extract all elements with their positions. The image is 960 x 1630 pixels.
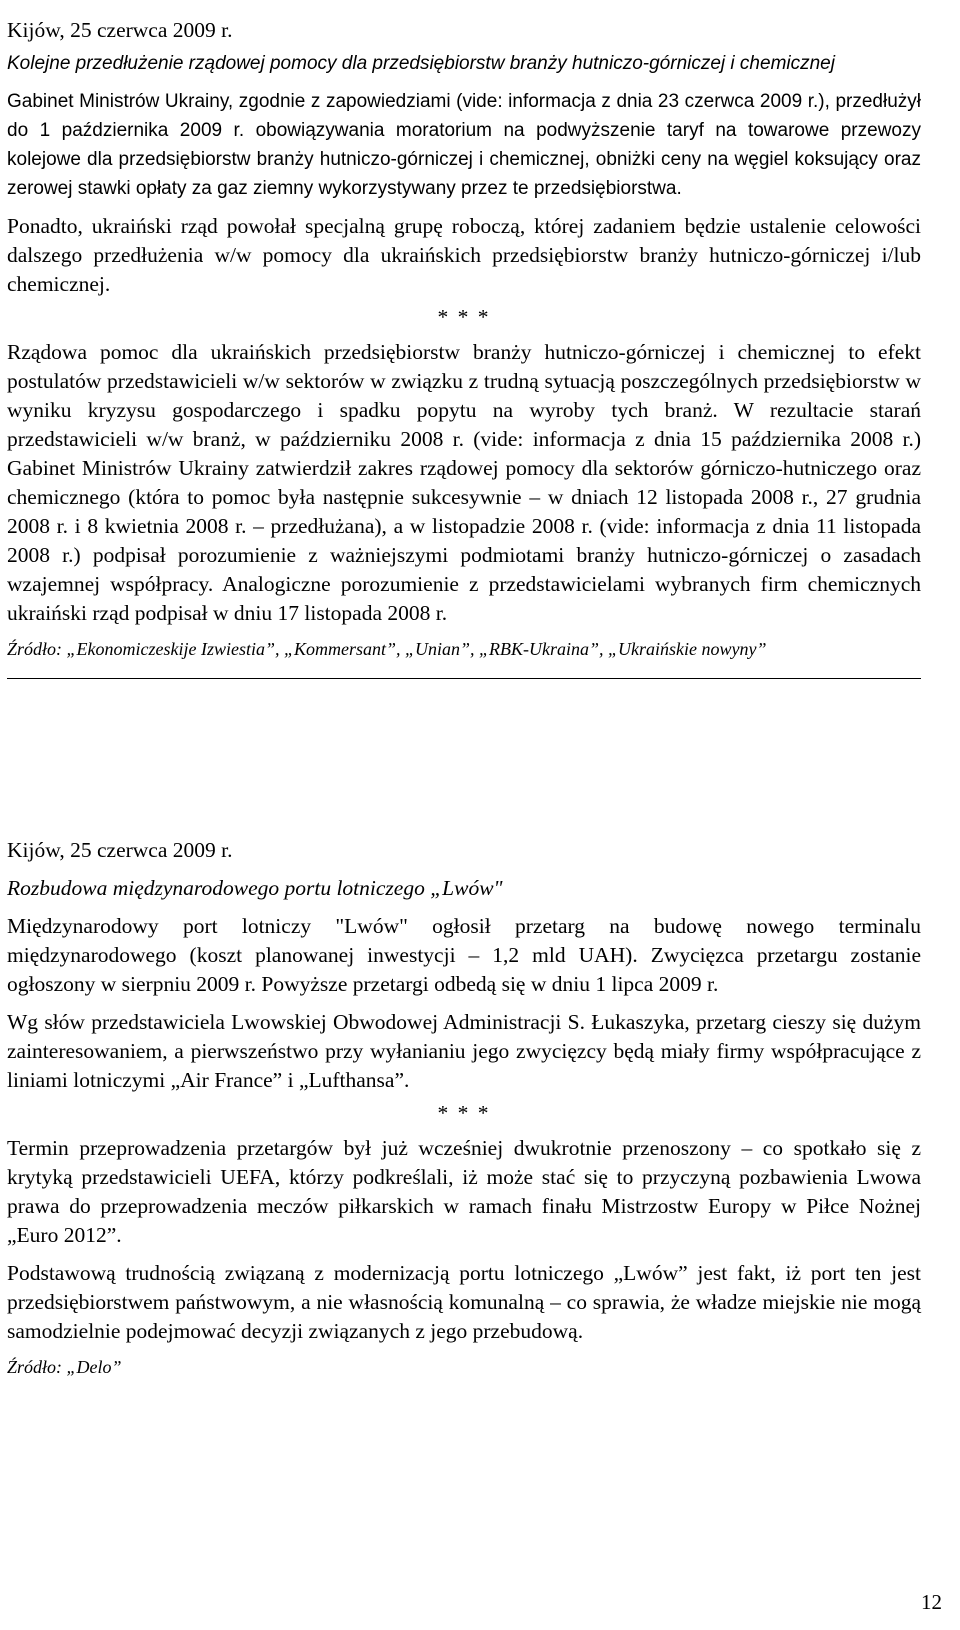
article-1-source: Źródło: „Ekonomiczeskije Izwiestia”, „Kommersant”, „Unian”, „RBK-Ukraina”, „Ukraińskie nowyny” xyxy=(7,639,767,659)
article-1-paragraph: Rządowa pomoc dla ukraińskich przedsiębiorstw branży hutniczo-górniczej i chemicznej to efekt postulatów przedstawicieli w/w sektorów w związku z trudną sytuacją poszczególnych przedsiębiorstw w wyniku kryzysu gospodarczego i spadku popytu na wyroby tych branż. W rezultacie starań przedstawicieli w/w branż, w październiku 2008 r. (vide: informacja z dnia 15 października 2008 r.) Gabinet Ministrów Ukrainy zatwierdził zakres rządowej pomocy dla sektorów górniczo-hutniczego oraz chemicznego (która to pomoc była następnie sukcesywnie – w dniach 12 listopada 2008 r., 27 grudnia 2008 r. i 8 kwietnia 2008 r. – przedłużana), a w listopadzie 2008 r. (vide: informacja z dnia 11 listopada 2008 r.) podpisał porozumienie z ważniejszymi podmiotami branży hutniczo-górniczej o zasadach wzajemnej współpracy. Analogiczne porozumienie z przedstawicielami wybranych firm chemicznych ukraiński rząd podpisał w dniu 17 listopada 2008 r. xyxy=(7,340,921,625)
section-separator: * * * xyxy=(437,1101,491,1125)
page-number: 12 xyxy=(921,1590,942,1614)
article-1-paragraph: Ponadto, ukraiński rząd powołał specjalną grupę roboczą, której zadaniem będzie ustalenie celowości dalszego przedłużenia w/w pomocy dla ukraińskich przedsiębiorstw branży hutniczo-górniczej i/lub chemicznej. xyxy=(7,214,921,296)
article-2-paragraph: Termin przeprowadzenia przetargów był już wcześniej dwukrotnie przenoszony – co spotkało się z krytyką przedstawicieli UEFA, którzy podkreślali, iż może stać się to przyczyną pozbawienia Lwowa prawa do przeprowadzenia meczów piłkarskich w ramach finału Mistrzostw Europy w Piłce Nożnej „Euro 2012”. xyxy=(7,1136,921,1247)
article-1-headline: Kolejne przedłużenie rządowej pomocy dla przedsiębiorstw branży hutniczo-górniczej i chemicznej xyxy=(7,53,835,74)
article-2-headline: Rozbudowa międzynarodowego portu lotniczego „Lwów" xyxy=(7,876,503,900)
section-separator: * * * xyxy=(437,305,491,329)
article-1-paragraph: Gabinet Ministrów Ukrainy, zgodnie z zapowiedziami (vide: informacja z dnia 23 czerwca 2009 r.), przedłużył do 1 października 2009 r. obowiązywania moratorium na podwyższenie taryf na towarowe przewozy kolejowe dla przedsiębiorstw branży hutniczo-górniczej i chemicznej, obniżki ceny na węgiel koksujący oraz zerowej stawki opłaty za gaz ziemny wykorzystywany przez te przedsiębiorstwa. xyxy=(7,91,921,199)
article-1-date: Kijów, 25 czerwca 2009 r. xyxy=(7,18,233,42)
article-2 xyxy=(7,836,921,1380)
article-2-source: Źródło: „Delo” xyxy=(7,1357,122,1377)
article-2-paragraph: Wg słów przedstawiciela Lwowskiej Obwodowej Administracji S. Łukaszyka, przetarg cieszy się dużym zainteresowaniem, a pierwszeństwo przy wyłanianiu jego zwycięzcy będą miały firmy współpracujące z liniami lotniczymi „Air France” i „Lufthansa”. xyxy=(7,1010,921,1092)
article-2-paragraph: Międzynarodowy port lotniczy "Lwów" ogłosił przetarg na budowę nowego terminalu międzynarodowego (koszt planowanej inwestycji – 1,2 mld UAH). Zwycięzca przetargu zostanie ogłoszony w sierpniu 2009 r. Powyższe przetargi odbedą się w dniu 1 lipca 2009 r. xyxy=(7,914,921,996)
article-divider xyxy=(7,678,921,679)
article-1 xyxy=(7,16,921,679)
article-2-paragraph: Podstawową trudnością związaną z modernizacją portu lotniczego „Lwów” jest fakt, iż port ten jest przedsiębiorstwem państwowym, a nie własnością komunalną – co sprawia, że władze miejskie nie mogą samodzielnie podejmować decyzji związanych z jego przebudową. xyxy=(7,1261,921,1343)
article-2-date: Kijów, 25 czerwca 2009 r. xyxy=(7,838,233,862)
